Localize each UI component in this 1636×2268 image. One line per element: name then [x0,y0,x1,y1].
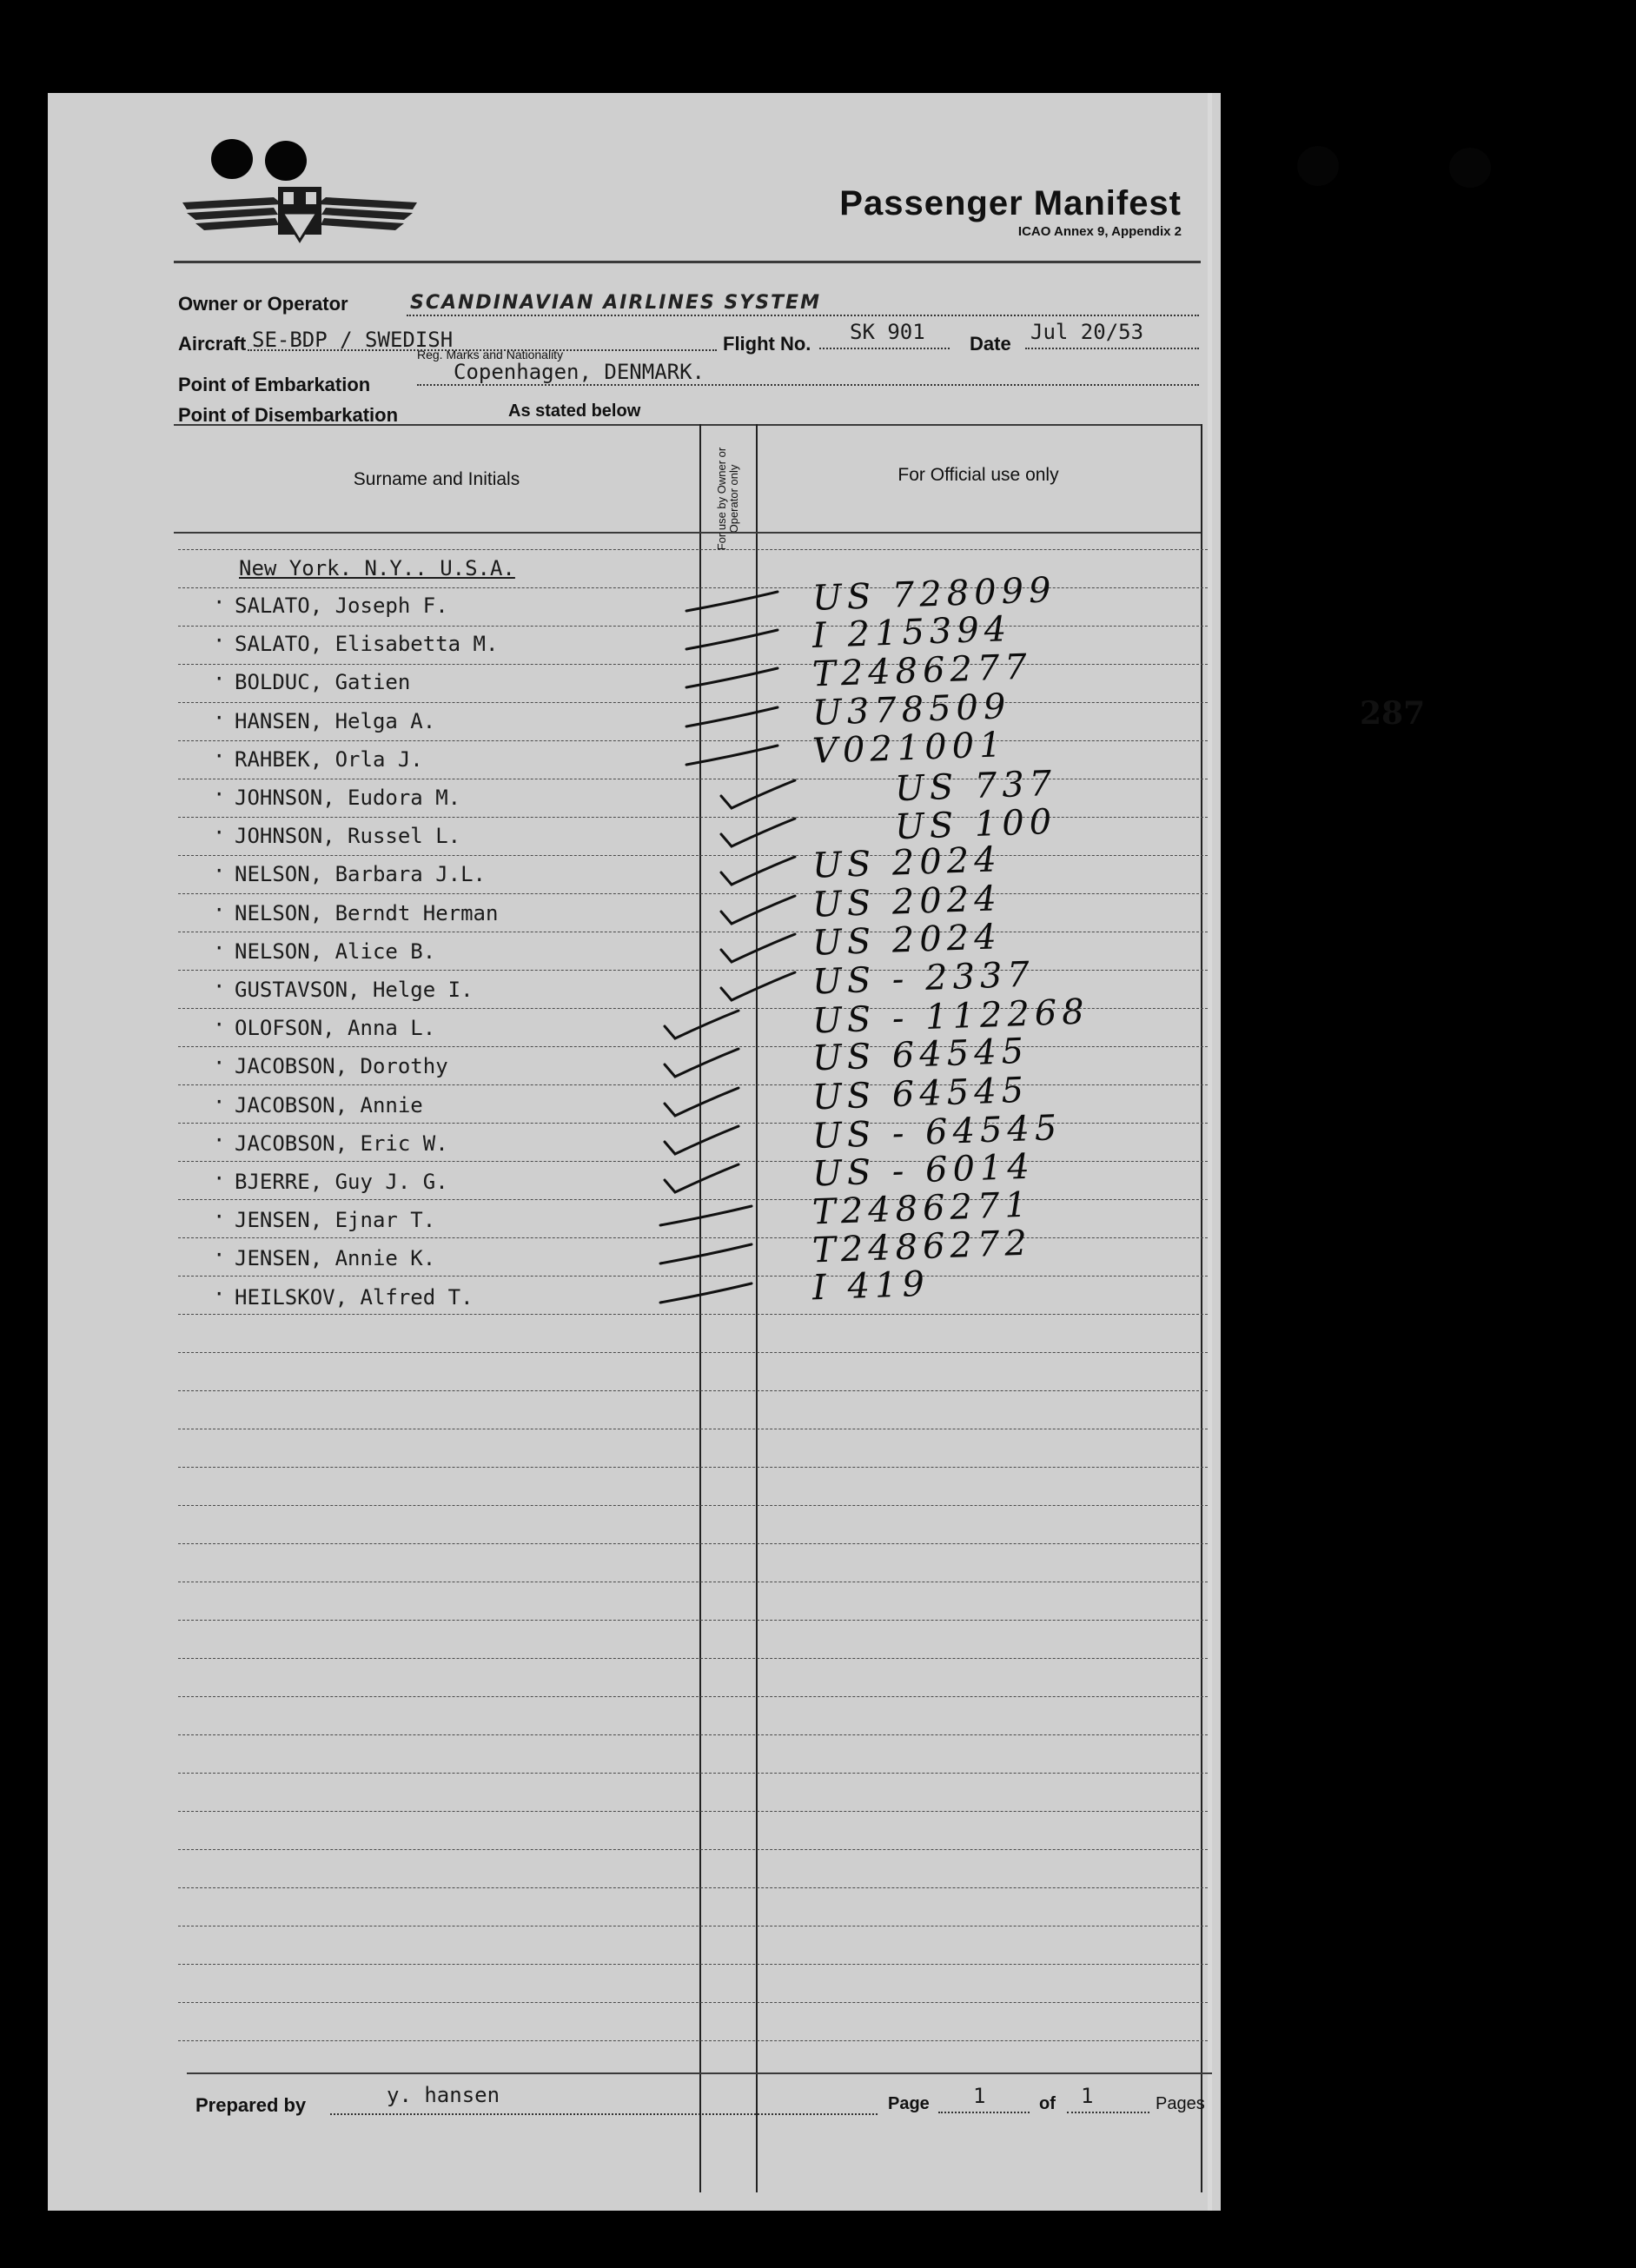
row-bullet: · [213,1166,226,1190]
passenger-name: GUSTAVSON, Helge I. [235,978,474,1002]
ruled-line [178,1964,1208,1965]
ruled-line [178,1773,1208,1774]
passenger-name: SALATO, Joseph F. [235,594,448,618]
passenger-name: JACOBSON, Annie [235,1093,423,1117]
row-bullet: · [213,898,226,922]
passenger-name: JACOBSON, Eric W. [235,1131,448,1156]
aircraft-label: Aircraft [178,333,247,355]
row-bullet: · [213,590,226,614]
col-header-operator: For use by Owner or Operator only [715,447,740,551]
check-mark-icon [712,777,825,815]
official-annotation: US 2024 [811,839,1003,886]
header-bottom-rule [174,532,1201,534]
date-line [1025,348,1199,349]
ruled-line [178,1390,1208,1391]
row-bullet: · [213,744,226,768]
owner-value: SCANDINAVIAN AIRLINES SYSTEM [410,292,821,314]
check-mark-icon [656,1123,769,1161]
ruled-line [178,1620,1208,1621]
punch-hole-left [211,139,253,179]
ruled-line [178,1467,1208,1468]
row-bullet: · [213,1204,226,1229]
ruled-line [178,1505,1208,1506]
check-mark-icon [682,623,795,661]
header-rule [174,261,1201,263]
passenger-name: RAHBEK, Orla J. [235,747,423,772]
row-bullet: · [213,1090,226,1114]
passenger-name: JOHNSON, Eudora M. [235,786,461,810]
check-mark-icon [656,1161,769,1199]
embarkation-value: Copenhagen, DENMARK. [454,360,705,384]
ruled-line [178,970,1208,971]
col-header-name: Surname and Initials [353,469,520,489]
check-mark-icon [682,739,795,777]
row-bullet: · [213,936,226,960]
official-annotation: I 419 [811,1263,931,1309]
col-header-official: For Official use only [897,465,1059,485]
ruled-line [178,2040,1208,2041]
of-label: of [1039,2094,1056,2113]
ruled-line [178,1734,1208,1735]
page-label: Page [888,2094,930,2113]
table-top-rule [174,424,1201,426]
ruled-line [178,1658,1208,1659]
official-annotation: US 728099 [811,570,1057,619]
embarkation-line [417,384,1199,386]
disembarkation-label: Point of Disembarkation [178,404,399,426]
flight-value: SK 901 [850,320,925,344]
ruled-line [178,549,1208,550]
row-bullet: · [213,1243,226,1267]
embarkation-label: Point of Embarkation [178,374,371,395]
page-number-stamp: 287 [1360,695,1426,732]
official-annotation: T2486272 [811,1223,1033,1271]
footer-top-rule [187,2072,1212,2074]
row-bullet: · [213,628,226,653]
ruled-line [178,855,1208,856]
owner-line [407,315,1199,316]
destination-heading: New York. N.Y.. U.S.A. [239,556,515,580]
check-mark-icon [712,853,825,892]
row-bullet: · [213,1051,226,1075]
disembarkation-value: As stated below [508,401,641,421]
official-annotation: US - 112268 [811,991,1090,1042]
owner-label: Owner or Operator [178,293,348,315]
check-mark-icon [712,969,825,1007]
passenger-name: BOLDUC, Gatien [235,670,411,694]
ruled-line [178,1543,1208,1544]
of-value: 1 [1081,2084,1094,2108]
row-bullet: · [213,1012,226,1037]
passenger-name: JOHNSON, Russel L. [235,824,461,848]
page-line [938,2112,1030,2113]
row-bullet: · [213,782,226,806]
passenger-name: HEILSKOV, Alfred T. [235,1285,474,1310]
official-annotation: U378509 [811,686,1012,733]
check-mark-icon [712,815,825,853]
row-bullet: · [213,1282,226,1306]
row-bullet: · [213,706,226,730]
official-annotation: V021001 [811,725,1008,772]
passenger-name: JENSEN, Annie K. [235,1246,436,1270]
check-mark-icon [712,931,825,969]
row-bullet: · [213,859,226,883]
check-mark-icon [656,1277,769,1315]
official-annotation: T2486277 [811,647,1033,695]
ruled-line [178,1811,1208,1812]
official-annotation: US - 6014 [811,1146,1036,1195]
prepared-label: Prepared by [195,2094,307,2116]
ruled-line [178,1849,1208,1850]
official-annotation: US 2024 [811,917,1003,964]
pages-label: Pages [1156,2094,1205,2113]
paper-edge [1208,93,1212,2211]
official-annotation: US 64545 [811,1031,1030,1079]
ruled-line [178,1887,1208,1888]
passenger-name: JENSEN, Ejnar T. [235,1208,436,1232]
row-bullet: · [213,820,226,845]
row-bullet: · [213,666,226,691]
prepared-value: y. hansen [387,2083,500,2107]
check-mark-icon [656,1199,769,1237]
table-right-border [1201,424,1202,2192]
ruled-line [178,893,1208,894]
official-annotation: US - 2337 [811,954,1036,1003]
passenger-name: SALATO, Elisabetta M. [235,632,499,656]
official-annotation: US 64545 [811,1070,1030,1118]
check-mark-icon [656,1007,769,1045]
aircraft-caption: Reg. Marks and Nationality [417,348,564,361]
check-mark-icon [656,1237,769,1276]
check-mark-icon [656,1084,769,1123]
ruled-line [178,2002,1208,2003]
flight-label: Flight No. [723,333,811,355]
aircraft-line [248,349,717,351]
passenger-name: NELSON, Alice B. [235,939,436,964]
ruled-line [178,1696,1208,1697]
row-bullet: · [213,1128,226,1152]
check-mark-icon [682,585,795,623]
page-subtitle: ICAO Annex 9, Appendix 2 [1017,224,1182,239]
aircraft-value: SE-BDP / SWEDISH [252,328,454,352]
official-annotation: I 215394 [811,609,1012,656]
ruled-line [178,1352,1208,1353]
check-mark-icon [712,892,825,931]
official-annotation: US 737 [894,763,1057,810]
passenger-name: NELSON, Berndt Herman [235,901,499,925]
check-mark-icon [656,1045,769,1084]
passenger-name: BJERRE, Guy J. G. [235,1170,448,1194]
flight-line [819,348,950,349]
prepared-line [330,2113,878,2115]
passenger-name: NELSON, Barbara J.L. [235,862,486,886]
of-line [1067,2112,1149,2113]
passenger-name: OLOFSON, Anna L. [235,1016,436,1040]
date-value: Jul 20/53 [1030,320,1144,344]
punch-hole-right-1 [1297,146,1339,186]
page-value: 1 [973,2084,986,2108]
check-mark-icon [682,661,795,700]
page-title: Passenger Manifest [839,184,1182,222]
punch-hole-center [265,141,307,181]
official-annotation: US 2024 [811,879,1003,925]
airline-logo-icon [178,178,421,248]
passenger-name: JACOBSON, Dorothy [235,1054,448,1078]
official-annotation: T2486271 [811,1184,1033,1233]
passenger-name: HANSEN, Helga A. [235,709,436,733]
official-annotation: US 100 [894,801,1057,848]
row-bullet: · [213,974,226,998]
punch-hole-right-2 [1449,148,1491,188]
check-mark-icon [682,700,795,739]
date-label: Date [970,333,1011,355]
official-annotation: US - 64545 [811,1108,1063,1157]
